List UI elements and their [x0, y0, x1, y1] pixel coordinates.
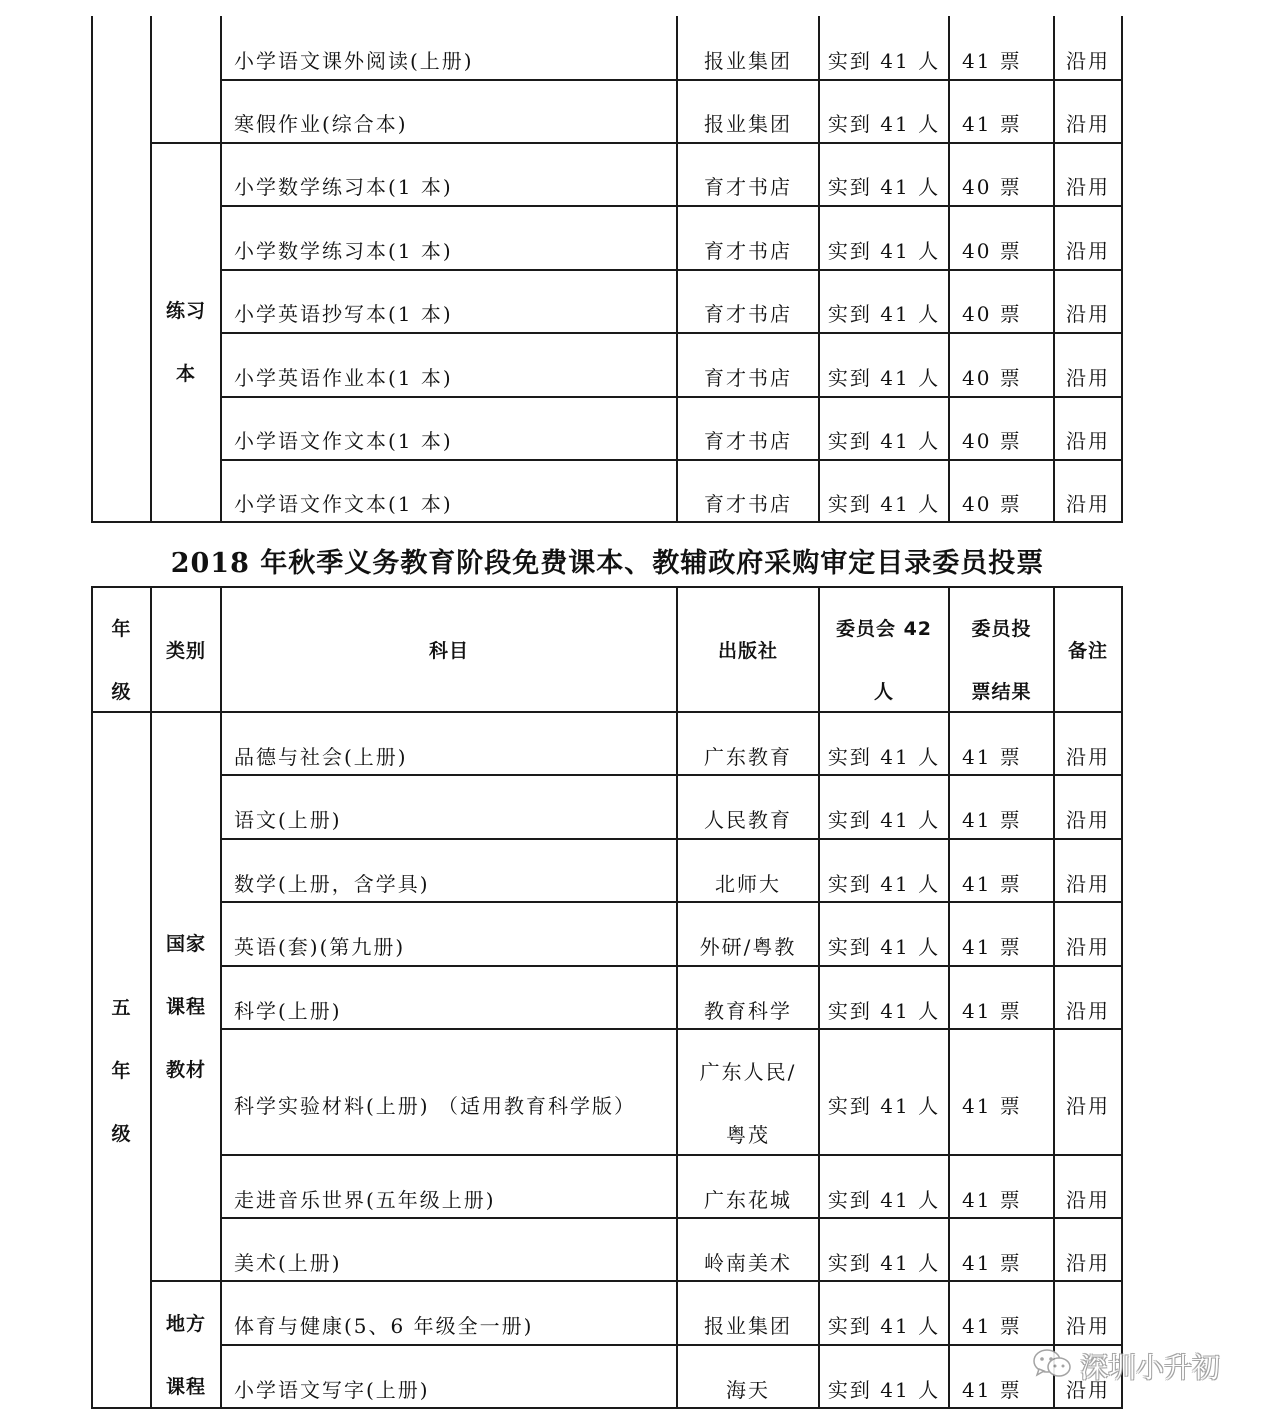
attendance-cell: 实到 41 人	[827, 745, 941, 769]
header-vote-result	[950, 598, 1053, 724]
publisher-cell: 岭南美术	[704, 1251, 792, 1275]
remark-cell: 沿用	[1066, 492, 1110, 516]
publisher-cell: 报业集团	[704, 49, 792, 73]
category-line: 课程	[165, 996, 206, 1018]
grade-char: 五	[111, 997, 132, 1019]
attendance-cell: 实到 41 人	[827, 1378, 941, 1402]
votes-cell: 41 票	[962, 745, 1022, 769]
subject-cell: 体育与健康(5、6 年级全一册)	[234, 1314, 534, 1338]
publisher-cell: 海天	[726, 1378, 770, 1402]
subject-cell: 品德与社会(上册)	[234, 745, 408, 769]
publisher-cell: 北师大	[715, 872, 781, 896]
votes-cell: 41 票	[962, 49, 1022, 73]
votes-cell: 40 票	[962, 492, 1022, 516]
votes-cell: 41 票	[962, 1093, 1022, 1118]
subject-cell: 美术(上册)	[234, 1251, 342, 1275]
subject-cell: 数学(上册，含学具)	[234, 872, 430, 896]
header-line: 票结果	[971, 681, 1032, 703]
attendance-cell: 实到 41 人	[827, 175, 941, 199]
remark-cell: 沿用	[1066, 808, 1110, 832]
attendance-cell: 实到 41 人	[827, 429, 941, 453]
remark-cell: 沿用	[1066, 49, 1110, 73]
remark-cell: 沿用	[1066, 1188, 1110, 1212]
votes-cell: 41 票	[962, 808, 1022, 832]
votes-cell: 41 票	[962, 999, 1022, 1023]
header-line: 委员投	[971, 618, 1032, 640]
subject-cell: 小学语文作文本(1 本)	[234, 492, 453, 516]
subject-cell: 科学(上册)	[234, 999, 342, 1023]
subject-cell: 科学实验材料(上册) （适用教育科学版）	[234, 1093, 636, 1118]
attendance-cell: 实到 41 人	[827, 239, 941, 263]
attendance-cell: 实到 41 人	[827, 999, 941, 1023]
publisher-cell: 外研/粤教	[699, 935, 797, 959]
remark-cell: 沿用	[1066, 872, 1110, 896]
votes-cell: 41 票	[962, 872, 1022, 896]
subject-cell: 小学英语作业本(1 本)	[234, 366, 453, 390]
subject-cell: 语文(上册)	[234, 808, 342, 832]
header-subject: 科目	[428, 640, 469, 662]
category-line: 本	[175, 363, 196, 385]
remark-cell: 沿用	[1066, 429, 1110, 453]
subject-cell: 寒假作业(综合本)	[234, 112, 408, 136]
category-line: 教材	[165, 1059, 206, 1081]
votes-cell: 40 票	[962, 239, 1022, 263]
header-grade	[93, 598, 150, 724]
subject-cell: 小学数学练习本(1 本)	[234, 239, 453, 263]
remark-cell: 沿用	[1066, 1251, 1110, 1275]
remark-cell: 沿用	[1066, 112, 1110, 136]
votes-cell: 41 票	[962, 935, 1022, 959]
attendance-cell: 实到 41 人	[827, 1314, 941, 1338]
attendance-cell: 实到 41 人	[827, 808, 941, 832]
header-category: 类别	[165, 640, 206, 662]
attendance-cell: 实到 41 人	[827, 366, 941, 390]
subject-cell: 小学数学练习本(1 本)	[234, 175, 453, 199]
remark-cell: 沿用	[1066, 1314, 1110, 1338]
votes-cell: 41 票	[962, 1188, 1022, 1212]
publisher-cell: 育才书店	[704, 239, 792, 263]
publisher-cell: 广东花城	[704, 1188, 792, 1212]
publisher-line: 广东人民/	[699, 1060, 797, 1084]
header-publisher: 出版社	[717, 640, 778, 662]
header-line: 年	[111, 618, 132, 640]
publisher-cell	[678, 1041, 818, 1167]
remark-cell: 沿用	[1066, 999, 1110, 1023]
publisher-cell: 报业集团	[704, 112, 792, 136]
publisher-cell: 育才书店	[704, 492, 792, 516]
publisher-cell: 育才书店	[704, 175, 792, 199]
attendance-cell: 实到 41 人	[827, 302, 941, 326]
header-line: 级	[111, 681, 132, 703]
category-line: 课程	[165, 1376, 206, 1398]
attendance-cell: 实到 41 人	[827, 1093, 941, 1118]
attendance-cell: 实到 41 人	[827, 492, 941, 516]
header-remark: 备注	[1067, 640, 1108, 662]
votes-cell: 41 票	[962, 1251, 1022, 1275]
votes-cell: 41 票	[962, 1314, 1022, 1338]
header-line: 人	[873, 681, 894, 703]
attendance-cell: 实到 41 人	[827, 49, 941, 73]
votes-cell: 40 票	[962, 175, 1022, 199]
remark-cell: 沿用	[1066, 366, 1110, 390]
publisher-cell: 广东教育	[704, 745, 792, 769]
publisher-cell: 报业集团	[704, 1314, 792, 1338]
attendance-cell: 实到 41 人	[827, 1251, 941, 1275]
grade-char: 年	[111, 1060, 132, 1082]
votes-cell: 41 票	[962, 112, 1022, 136]
header-committee	[820, 598, 948, 724]
category-line: 练习	[165, 300, 206, 322]
watermark	[1032, 1346, 1220, 1386]
grade-label	[93, 977, 150, 1166]
publisher-cell: 育才书店	[704, 366, 792, 390]
subject-cell: 小学英语抄写本(1 本)	[234, 302, 453, 326]
category-national	[152, 913, 220, 1102]
attendance-cell: 实到 41 人	[827, 872, 941, 896]
header-line: 委员会 42	[835, 618, 933, 640]
publisher-cell: 育才书店	[704, 429, 792, 453]
category-local	[152, 1293, 220, 1419]
subject-cell: 小学语文写字(上册)	[234, 1378, 430, 1402]
watermark-text: 深圳小升初	[1080, 1351, 1221, 1384]
votes-cell: 40 票	[962, 366, 1022, 390]
subject-cell: 小学语文课外阅读(上册)	[234, 49, 474, 73]
publisher-line: 粤茂	[726, 1123, 770, 1147]
subject-cell: 小学语文作文本(1 本)	[234, 429, 453, 453]
subject-cell: 走进音乐世界(五年级上册)	[234, 1188, 496, 1212]
attendance-cell: 实到 41 人	[827, 112, 941, 136]
votes-cell: 40 票	[962, 302, 1022, 326]
category-practice-book	[152, 280, 220, 406]
publisher-cell: 人民教育	[704, 808, 792, 832]
page-title: 2018 年秋季义务教育阶段免费课本、教辅政府采购审定目录委员投票	[170, 548, 1045, 579]
remark-cell: 沿用	[1066, 745, 1110, 769]
grade-char: 级	[111, 1123, 132, 1145]
remark-cell: 沿用	[1066, 302, 1110, 326]
remark-cell: 沿用	[1066, 1093, 1110, 1118]
votes-cell: 40 票	[962, 429, 1022, 453]
publisher-cell: 育才书店	[704, 302, 792, 326]
wechat-icon	[1032, 1347, 1072, 1385]
publisher-cell: 教育科学	[704, 999, 792, 1023]
remark-cell: 沿用	[1066, 175, 1110, 199]
attendance-cell: 实到 41 人	[827, 1188, 941, 1212]
votes-cell: 41 票	[962, 1378, 1022, 1402]
subject-cell: 英语(套)(第九册)	[234, 935, 406, 959]
category-line: 国家	[165, 933, 206, 955]
remark-cell: 沿用	[1066, 935, 1110, 959]
remark-cell: 沿用	[1066, 239, 1110, 263]
attendance-cell: 实到 41 人	[827, 935, 941, 959]
remark-cell: 沿用	[1066, 1378, 1110, 1402]
category-line: 地方	[165, 1313, 206, 1335]
